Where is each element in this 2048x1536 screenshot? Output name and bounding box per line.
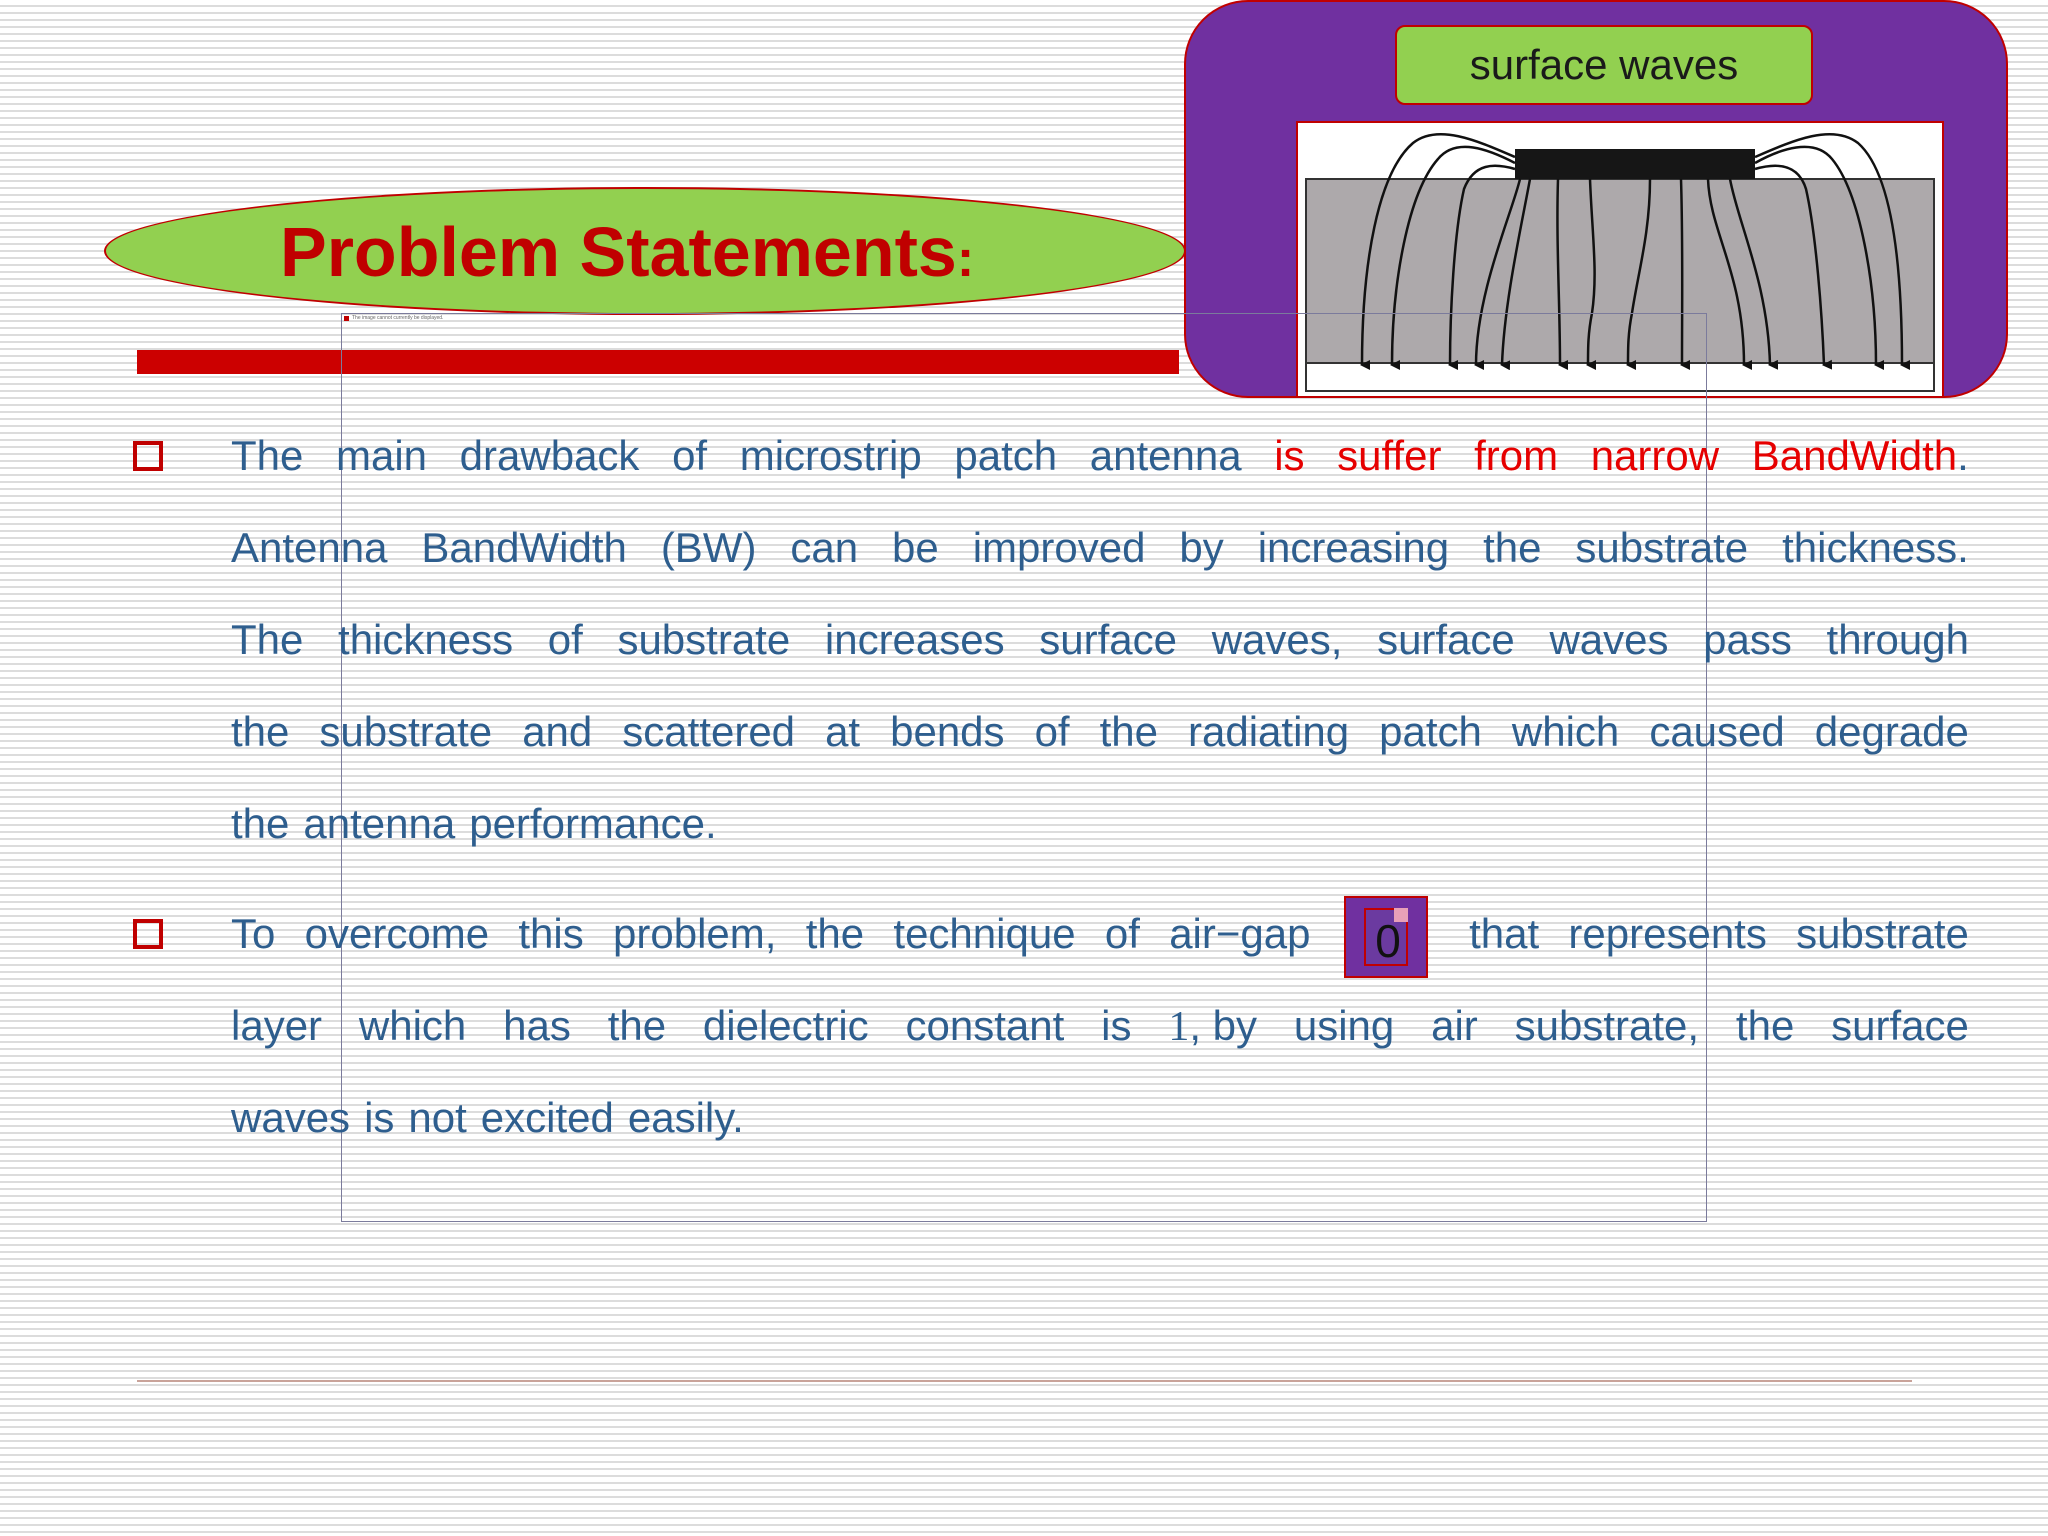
word: antenna (303, 800, 456, 847)
word: at (825, 708, 861, 755)
word: which (358, 1002, 467, 1049)
word: of (1104, 910, 1140, 957)
word: increasing (1257, 524, 1450, 571)
word: degrade (1814, 708, 1969, 755)
footer-divider (137, 1380, 1912, 1382)
word: microstrip (739, 432, 922, 479)
word: caused (1649, 708, 1785, 755)
word: the (1099, 708, 1158, 755)
word: substrate (1796, 910, 1969, 957)
word: problem, (613, 910, 777, 957)
word: of (1034, 708, 1070, 755)
word: technique (893, 910, 1076, 957)
word: overcome (304, 910, 490, 957)
word: air (1431, 1002, 1478, 1049)
bullet-1-line-1 (231, 410, 1969, 502)
word: bends (890, 708, 1005, 755)
word: thickness. (1782, 524, 1969, 571)
word: drawback (459, 432, 640, 479)
word: which (1511, 708, 1620, 755)
word: radiating (1188, 708, 1350, 755)
sentence-end: . (1957, 432, 1969, 479)
word: waves (231, 1094, 351, 1141)
word: waves (1549, 616, 1669, 663)
word: easily. (627, 1094, 744, 1141)
word: represents (1568, 910, 1767, 957)
word: layer (231, 1002, 323, 1049)
bullet-square-icon (133, 919, 163, 949)
bullet-2-line-2 (231, 980, 1969, 1072)
dielectric-value-group (1168, 980, 1257, 1072)
highlighted-word: suffer (1337, 432, 1442, 479)
word: patch (1379, 708, 1482, 755)
word: the (607, 1002, 667, 1049)
word: not (408, 1094, 467, 1141)
word: The (231, 432, 304, 479)
bullet-1-line-5 (231, 778, 1969, 870)
word: of (672, 432, 708, 479)
word: air−gap (1169, 910, 1311, 957)
word: through (1826, 616, 1969, 663)
word: substrate (1575, 524, 1749, 571)
word: antenna (1089, 432, 1242, 479)
word: be (892, 524, 939, 571)
word: this (518, 910, 584, 957)
word: substrate (319, 708, 493, 755)
word: pass (1703, 616, 1792, 663)
embedded-object-icon[interactable] (1344, 896, 1428, 978)
dielectric-value: 1 (1168, 1004, 1190, 1050)
word: , by (1189, 1002, 1258, 1049)
word: (BW) (660, 524, 757, 571)
word: thickness (338, 616, 514, 663)
page-title-colon: : (956, 230, 975, 288)
word: main (336, 432, 428, 479)
word: using (1293, 1002, 1395, 1049)
word: the (231, 800, 290, 847)
radiating-patch (1515, 149, 1755, 179)
highlighted-word: is (1274, 432, 1305, 479)
word: the (805, 910, 865, 957)
word: performance. (469, 800, 717, 847)
word: substrate (617, 616, 791, 663)
word: BandWidth (421, 524, 627, 571)
broken-image-icon (344, 316, 349, 321)
word: Antenna (231, 524, 388, 571)
word: is (1101, 1002, 1132, 1049)
word: scattered (622, 708, 796, 755)
word: improved (972, 524, 1146, 571)
figure-caption: surface waves (1395, 25, 1813, 105)
word: patch (954, 432, 1058, 479)
highlighted-word: narrow (1590, 432, 1720, 479)
page-title (280, 212, 1040, 292)
word: excited (480, 1094, 614, 1141)
word: can (790, 524, 859, 571)
image-placeholder-note: The image cannot currently be displayed. (352, 315, 444, 321)
page-title-text: Problem Statements (280, 213, 957, 291)
bullet-1-line-4 (231, 686, 1969, 778)
word: surface (1039, 616, 1178, 663)
bullet-1-line-2 (231, 502, 1969, 594)
embedded-object-label: 0 (1375, 915, 1401, 967)
word: The (231, 616, 304, 663)
word: substrate, (1514, 1002, 1700, 1049)
word: the (1483, 524, 1542, 571)
word: constant (905, 1002, 1065, 1049)
highlighted-word: BandWidth (1751, 432, 1958, 479)
highlighted-word-group (1752, 410, 1969, 502)
word: the (1735, 1002, 1795, 1049)
word: surface (1377, 616, 1515, 663)
highlighted-word: from (1474, 432, 1559, 479)
word: the (231, 708, 290, 755)
bullet-2-line-1 (231, 888, 1969, 980)
word: surface (1831, 1002, 1969, 1049)
word: by (1179, 524, 1224, 571)
word: increases (824, 616, 1005, 663)
word: waves, (1211, 616, 1343, 663)
bullet-1-line-3 (231, 594, 1969, 686)
bullet-square-icon (133, 441, 163, 471)
word: dielectric (702, 1002, 869, 1049)
word: has (503, 1002, 571, 1049)
word: To (231, 910, 276, 957)
word: of (547, 616, 583, 663)
bullet-2-line-3 (231, 1072, 1969, 1164)
word: is (364, 1094, 395, 1141)
word: that (1469, 910, 1540, 957)
word: and (522, 708, 593, 755)
